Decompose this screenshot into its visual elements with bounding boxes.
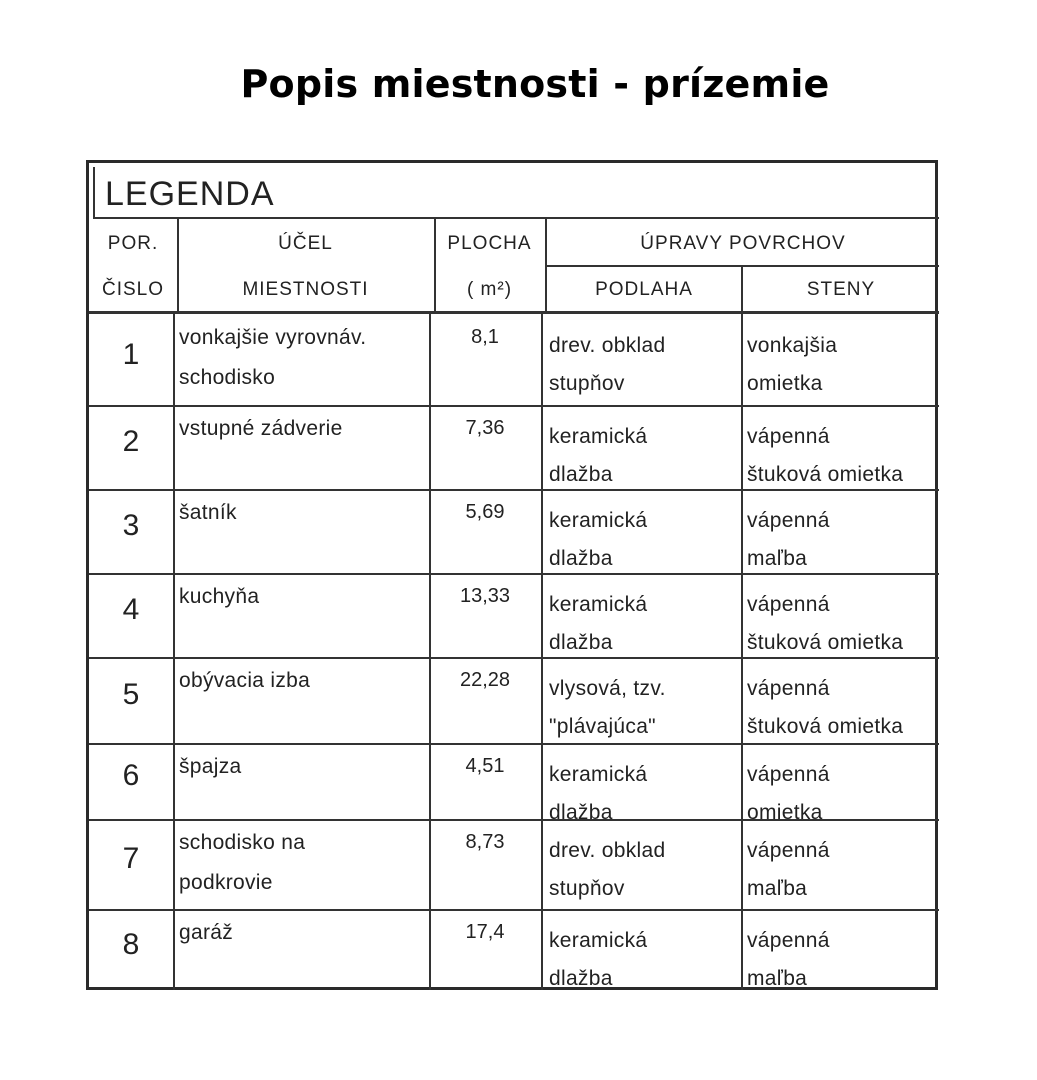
floor-finish: keramická: [549, 593, 648, 616]
room-area: 22,28: [459, 669, 511, 691]
room-purpose: garáž: [179, 921, 234, 944]
floor-finish-line2: dlažba: [549, 631, 613, 654]
room-purpose: špajza: [179, 755, 242, 778]
room-purpose: kuchyňa: [179, 585, 260, 608]
room-number: 3: [122, 509, 140, 542]
floor-finish: keramická: [549, 929, 648, 952]
room-area: 8,1: [471, 326, 499, 348]
header-upravy: ÚPRAVY POVRCHOV: [640, 233, 846, 254]
room-purpose-line2: schodisko: [179, 366, 276, 389]
wall-finish-line2: štuková omietka: [747, 715, 904, 738]
header-podlaha: PODLAHA: [595, 279, 693, 300]
header-plocha-unit: ( m²): [466, 279, 513, 300]
room-area: 7,36: [465, 417, 505, 439]
room-area: 5,69: [465, 501, 505, 523]
room-number: 2: [122, 425, 140, 458]
wall-finish-line2: maľba: [747, 547, 808, 570]
page-title: Popis miestnosti - prízemie: [240, 62, 830, 106]
header-steny: STENY: [806, 279, 876, 300]
header-miestnosti: MIESTNOSTI: [242, 279, 369, 300]
legend-label: LEGENDA: [105, 175, 275, 213]
room-purpose-line2: podkrovie: [179, 871, 273, 894]
wall-finish-line2: maľba: [747, 877, 808, 900]
floor-finish-line2: stupňov: [549, 372, 625, 395]
wall-finish-line2: omietka: [747, 801, 823, 824]
room-table: [86, 160, 938, 990]
header-por: POR.: [107, 233, 159, 254]
column-divider: [541, 314, 543, 990]
floor-finish-line2: dlažba: [549, 463, 613, 486]
header-plocha: PLOCHA: [447, 233, 532, 254]
floor-finish-line2: dlažba: [549, 801, 613, 824]
column-divider: [741, 314, 743, 990]
legend-box: [93, 167, 939, 219]
room-area: 17,4: [465, 921, 505, 943]
header-ucel: ÚČEL: [278, 233, 333, 254]
room-purpose: obývacia izba: [179, 669, 311, 692]
floor-finish: drev. obklad: [549, 839, 666, 862]
header-cislo: ČISLO: [101, 279, 165, 300]
header-bottom-rule: [89, 311, 939, 314]
room-purpose: vstupné zádverie: [179, 417, 343, 440]
floor-finish: drev. obklad: [549, 334, 666, 357]
floor-finish-line2: "plávajúca": [549, 715, 656, 738]
wall-finish-line2: maľba: [747, 967, 808, 990]
wall-finish-line2: štuková omietka: [747, 631, 904, 654]
floor-finish: keramická: [549, 425, 648, 448]
row-divider: [89, 657, 939, 659]
wall-finish-line2: omietka: [747, 372, 823, 395]
room-number: 1: [122, 337, 140, 371]
row-divider: [89, 489, 939, 491]
wall-finish: vonkajšia: [747, 334, 838, 357]
row-divider: [89, 405, 939, 407]
column-divider: [173, 314, 175, 990]
room-area: 13,33: [459, 585, 511, 607]
room-area: 4,51: [465, 755, 505, 777]
room-purpose: schodisko na: [179, 831, 306, 854]
room-area: 8,73: [465, 831, 505, 853]
wall-finish: vápenná: [747, 677, 830, 700]
room-number: 5: [122, 678, 140, 711]
room-number: 4: [122, 593, 140, 626]
row-divider: [89, 909, 939, 911]
room-number: 8: [122, 927, 140, 961]
row-divider: [89, 743, 939, 745]
column-divider: [429, 314, 431, 990]
room-number: 7: [122, 842, 140, 875]
wall-finish: vápenná: [747, 763, 830, 786]
wall-finish: vápenná: [747, 929, 830, 952]
wall-finish: vápenná: [747, 509, 830, 532]
wall-finish: vápenná: [747, 839, 830, 862]
room-purpose: vonkajšie vyrovnáv.: [179, 326, 367, 349]
row-divider: [89, 573, 939, 575]
room-number: 6: [122, 759, 140, 792]
floor-finish-line2: stupňov: [549, 877, 625, 900]
wall-finish: vápenná: [747, 425, 830, 448]
floor-finish: vlysová, tzv.: [549, 677, 666, 700]
floor-finish-line2: dlažba: [549, 967, 613, 990]
floor-finish: keramická: [549, 763, 648, 786]
wall-finish: vápenná: [747, 593, 830, 616]
wall-finish-line2: štuková omietka: [747, 463, 904, 486]
floor-finish: keramická: [549, 509, 648, 532]
room-purpose: šatník: [179, 501, 237, 524]
floor-finish-line2: dlažba: [549, 547, 613, 570]
